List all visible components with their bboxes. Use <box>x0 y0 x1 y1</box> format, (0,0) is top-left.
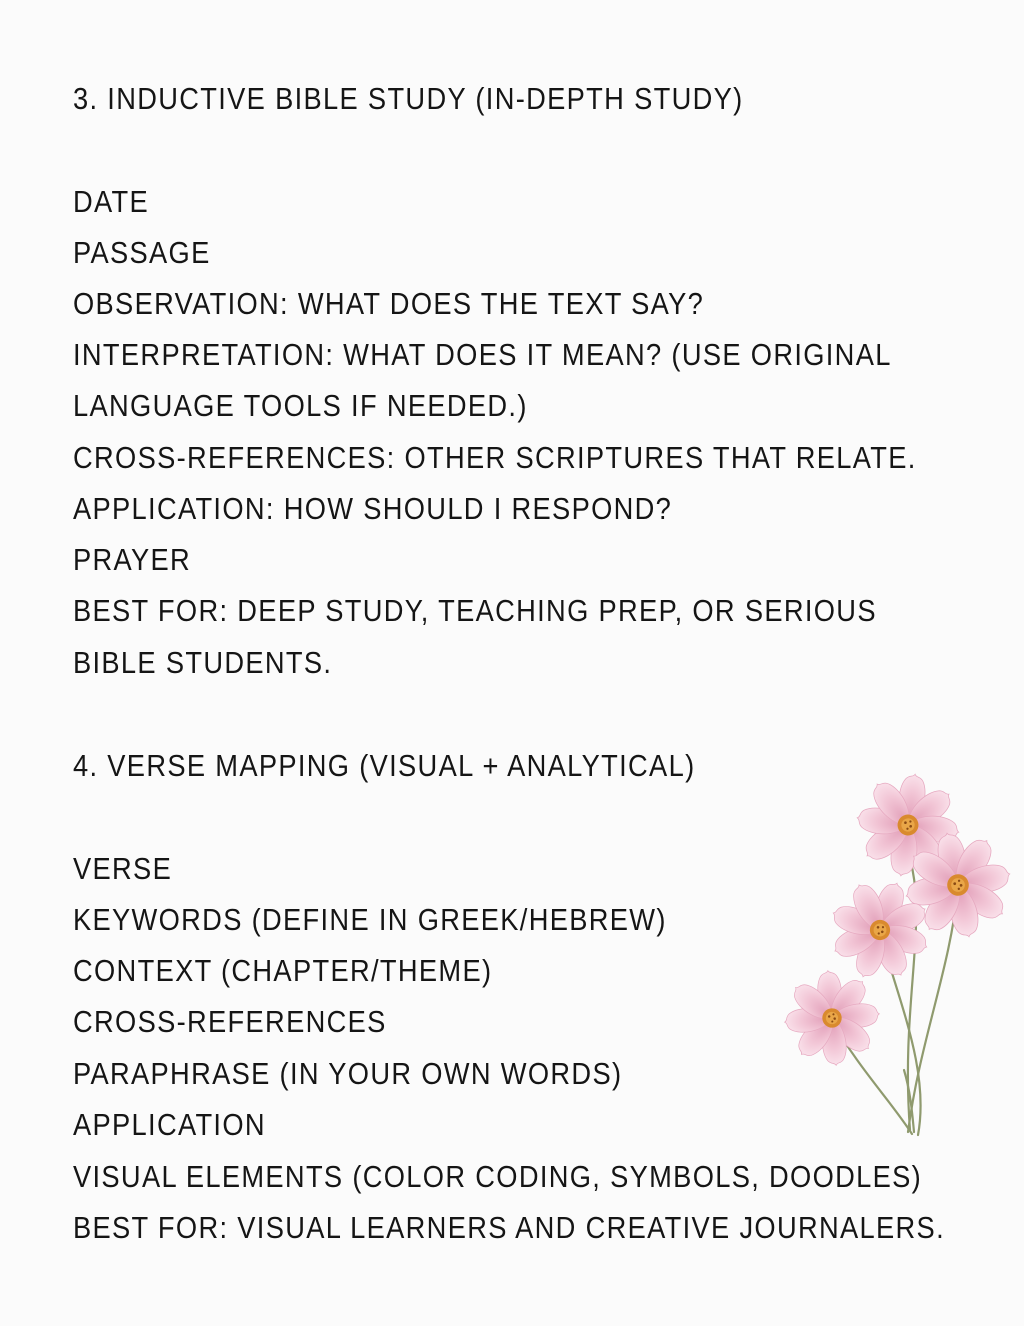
section-4-item-verse: VERSE <box>73 851 173 886</box>
section-4-item-context: CONTEXT (CHAPTER/THEME) <box>73 953 493 988</box>
section-3-item-observation: OBSERVATION: WHAT DOES THE TEXT SAY? <box>73 286 705 321</box>
section-3-item-interpretation-cont: LANGUAGE TOOLS IF NEEDED.) <box>73 388 528 423</box>
section-4-item-visual-elements: VISUAL ELEMENTS (COLOR CODING, SYMBOLS, DOODLES) <box>73 1159 923 1194</box>
section-4-item-cross-references: CROSS-REFERENCES <box>73 1004 387 1039</box>
section-4-heading: 4. VERSE MAPPING (VISUAL + ANALYTICAL) <box>73 748 696 783</box>
pink-cosmos-flowers-icon <box>780 770 1020 1140</box>
section-4-item-keywords: KEYWORDS (DEFINE IN GREEK/HEBREW) <box>73 902 667 937</box>
section-3-heading: 3. INDUCTIVE BIBLE STUDY (IN-DEPTH STUDY) <box>73 81 744 116</box>
section-3-item-passage: PASSAGE <box>73 235 211 270</box>
section-3-item-best-for: BEST FOR: DEEP STUDY, TEACHING PREP, OR SERIOUS <box>73 593 877 628</box>
section-3-item-date: DATE <box>73 184 150 219</box>
section-4-item-best-for: BEST FOR: VISUAL LEARNERS AND CREATIVE JOURNALERS. <box>73 1210 945 1245</box>
section-4-item-application: APPLICATION <box>73 1107 266 1142</box>
section-3-item-interpretation: INTERPRETATION: WHAT DOES IT MEAN? (USE ORIGINAL <box>73 337 892 372</box>
section-3-item-prayer: PRAYER <box>73 542 192 577</box>
section-3-item-application: APPLICATION: HOW SHOULD I RESPOND? <box>73 491 673 526</box>
section-4-item-paraphrase: PARAPHRASE (IN YOUR OWN WORDS) <box>73 1056 623 1091</box>
section-3-item-cross-references: CROSS-REFERENCES: OTHER SCRIPTURES THAT RELATE. <box>73 440 917 475</box>
section-3-item-best-for-cont: BIBLE STUDENTS. <box>73 645 333 680</box>
